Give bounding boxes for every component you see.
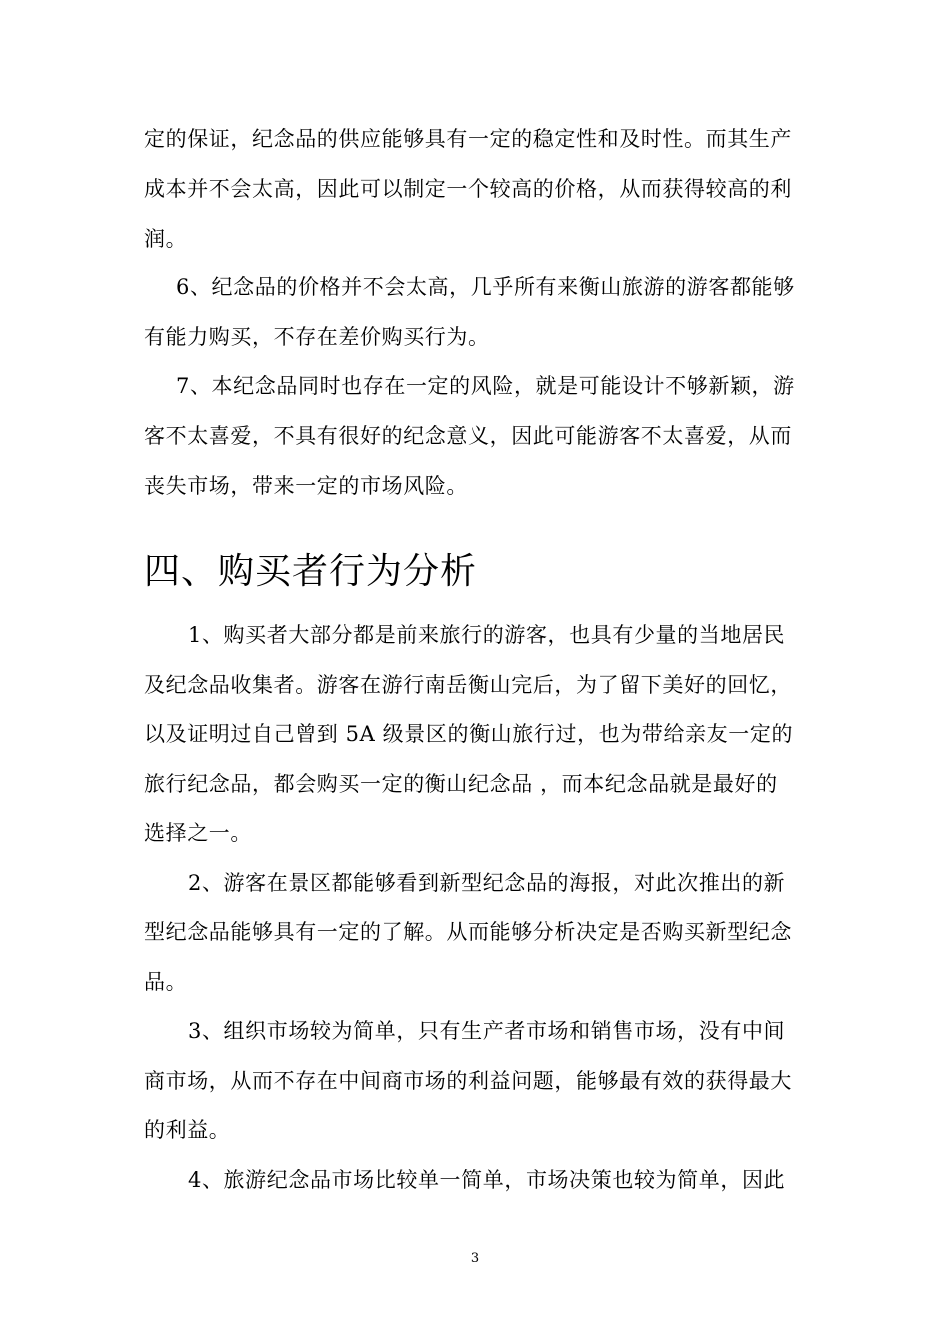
paragraph-line: 7、本纪念品同时也存在一定的风险，就是可能设计不够新颖，游: [176, 374, 795, 398]
paragraph-line: 丧失市场，带来一定的市场风险。: [144, 474, 468, 498]
paragraph-line: 选择之一。: [144, 821, 252, 845]
paragraph-line: 品。: [144, 970, 188, 994]
paragraph-line: 成本并不会太高，因此可以制定一个较高的价格，从而获得较高的利: [144, 177, 792, 201]
paragraph-line: 旅行纪念品，都会购买一定的衡山纪念品 ，而本纪念品就是最好的: [144, 772, 778, 796]
paragraph-line: 3、组织市场较为简单，只有生产者市场和销售市场，没有中间: [188, 1019, 786, 1043]
page-number: 3: [470, 1251, 480, 1266]
paragraph-line: 型纪念品能够具有一定的了解。从而能够分析决定是否购买新型纪念: [144, 920, 792, 944]
paragraph-line: 4、旅游纪念品市场比较单一简单，市场决策也较为简单，因此: [188, 1168, 786, 1192]
paragraph-line: 的利益。: [144, 1118, 231, 1142]
paragraph-line: 商市场，从而不存在中间商市场的利益问题，能够最有效的获得最大: [144, 1069, 792, 1093]
paragraph-line: 2、游客在景区都能够看到新型纪念品的海报，对此次推出的新: [188, 871, 786, 895]
paragraph-line: 6、纪念品的价格并不会太高，几乎所有来衡山旅游的游客都能够: [176, 275, 795, 299]
paragraph-line: 以及证明过自己曾到 5A 级景区的衡山旅行过，也为带给亲友一定的: [144, 722, 794, 746]
paragraph-line: 定的保证，纪念品的供应能够具有一定的稳定性和及时性。而其生产: [144, 127, 792, 151]
paragraph-line: 1、购买者大部分都是前来旅行的游客，也具有少量的当地居民: [188, 623, 786, 647]
paragraph-line: 客不太喜爱，不具有很好的纪念意义，因此可能游客不太喜爱，从而: [144, 424, 792, 448]
paragraph-line: 有能力购买，不存在差价购买行为。: [144, 325, 490, 349]
paragraph-line: 润。: [144, 227, 188, 251]
paragraph-line: 及纪念品收集者。游客在游行南岳衡山完后，为了留下美好的回忆，: [144, 673, 792, 697]
section-heading: 四、购买者行为分析: [144, 551, 478, 592]
